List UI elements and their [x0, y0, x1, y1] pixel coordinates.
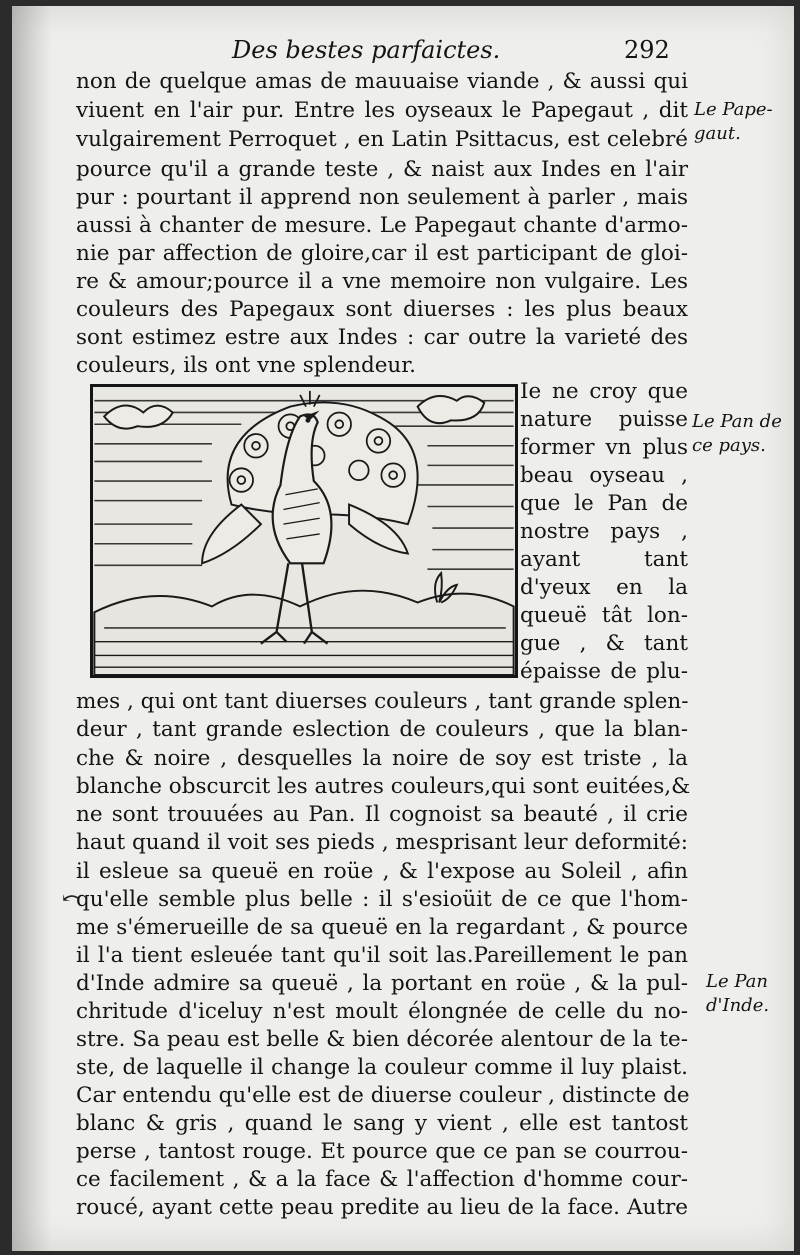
text-line: ayant tant — [520, 547, 688, 572]
text-line: stre. Sa peau est belle & bien décorée alentour de la te- — [76, 1027, 688, 1052]
margin-note-line: ce pays. — [692, 435, 766, 456]
text-line: d'yeux en la — [520, 575, 688, 600]
text-line: qu'elle semble plus belle : il s'esioüit de ce que l'hom- — [76, 887, 688, 912]
text-line: pur : pourtant il apprend non seulement à parler , mais — [76, 185, 688, 210]
margin-note-line: Le Pan de — [692, 411, 782, 432]
peacock-woodcut-illustration — [90, 384, 518, 678]
page-gutter-shadow — [12, 6, 52, 1251]
text-line: pource qu'il a grande teste , & naist aux Indes en l'air — [76, 157, 688, 182]
text-line: épaisse de plu- — [520, 659, 688, 684]
text-line: Ie ne croy que — [520, 379, 688, 404]
text-line: deur , tant grande eslection de couleurs , que la blan- — [76, 717, 688, 742]
page-number: 292 — [624, 36, 670, 64]
text-line: perse , tantost rouge. Et pource que ce pan se courrou- — [76, 1139, 688, 1164]
text-line: ne sont trouuées au Pan. Il cognoist sa beauté , il crie — [76, 802, 688, 827]
text-line: nostre pays , — [520, 519, 688, 544]
margin-note-pan-inde — [706, 970, 769, 1018]
text-line: ste, de laquelle il change la couleur comme il luy plaist. — [76, 1055, 688, 1080]
text-line: me s'émerueille de sa queuë en la regardant , & pource — [76, 915, 688, 940]
peacock-woodcut-image — [93, 387, 515, 675]
text-line: chritude d'iceluy n'est moult élongnée de celle du no- — [76, 999, 688, 1024]
text-line: queuë tât lon- — [520, 603, 688, 628]
text-line: mes , qui ont tant diuerses couleurs , tant grande splen- — [76, 689, 689, 714]
text-line: Car entendu qu'elle est de diuerse couleur , distincte de — [76, 1083, 690, 1108]
text-line: gue , & tant — [520, 631, 688, 656]
margin-note-pan-pays — [692, 410, 782, 458]
text-line: beau oyseau , — [520, 463, 688, 488]
running-title: Des bestes parfaictes. — [232, 36, 501, 64]
text-line: haut quand il voit ses pieds , mesprisant leur deformité: — [76, 830, 688, 855]
margin-note-line: d'Inde. — [706, 995, 770, 1016]
text-line: ce facilement , & a la face & l'affection d'homme cour- — [76, 1167, 688, 1192]
margin-note-line: Le Pape- — [694, 99, 773, 120]
margin-pen-mark: ⤺ — [62, 886, 81, 911]
text-line: vulgairement Perroquet , en Latin Psittacus, est celebré — [76, 127, 688, 152]
text-line: sont estimez estre aux Indes : car outre la varieté des — [76, 325, 688, 350]
text-line: roucé, ayant cette peau predite au lieu de la face. Autre — [76, 1195, 688, 1220]
text-line: viuent en l'air pur. Entre les oyseaux le Papegaut , dit — [76, 98, 688, 123]
text-line: nature puisse — [520, 407, 688, 432]
margin-note-line: Le Pan — [706, 971, 768, 992]
text-line: former vn plus — [520, 435, 688, 460]
text-line: d'Inde admire sa queuë , la portant en roüe , & la pul- — [76, 971, 688, 996]
text-line: couleurs, ils ont vne splendeur. — [76, 353, 417, 378]
book-page — [12, 6, 794, 1251]
text-line: aussi à chanter de mesure. Le Papegaut chante d'armo- — [76, 213, 688, 238]
margin-note-line: gaut. — [694, 123, 741, 144]
text-line: il esleue sa queuë en roüe , & l'expose au Soleil , afin — [76, 859, 688, 884]
text-line: nie par affection de gloire,car il est participant de gloi- — [76, 241, 688, 266]
text-line: non de quelque amas de mauuaise viande , & aussi qui — [76, 69, 688, 94]
margin-note-papegaut — [694, 98, 773, 146]
text-line: blanche obscurcit les autres couleurs,qui sont euitées,& — [76, 774, 691, 799]
text-line: il l'a tient esleuée tant qu'il soit las.Pareillement le pan — [76, 943, 688, 968]
text-line: re & amour;pource il a vne memoire non vulgaire. Les — [76, 269, 688, 294]
text-line: che & noire , desquelles la noire de soy est triste , la — [76, 746, 688, 771]
text-line: blanc & gris , quand le sang y vient , elle est tantost — [76, 1111, 688, 1136]
text-line: que le Pan de — [520, 491, 688, 516]
text-line: couleurs des Papegaux sont diuerses : les plus beaux — [76, 297, 688, 322]
